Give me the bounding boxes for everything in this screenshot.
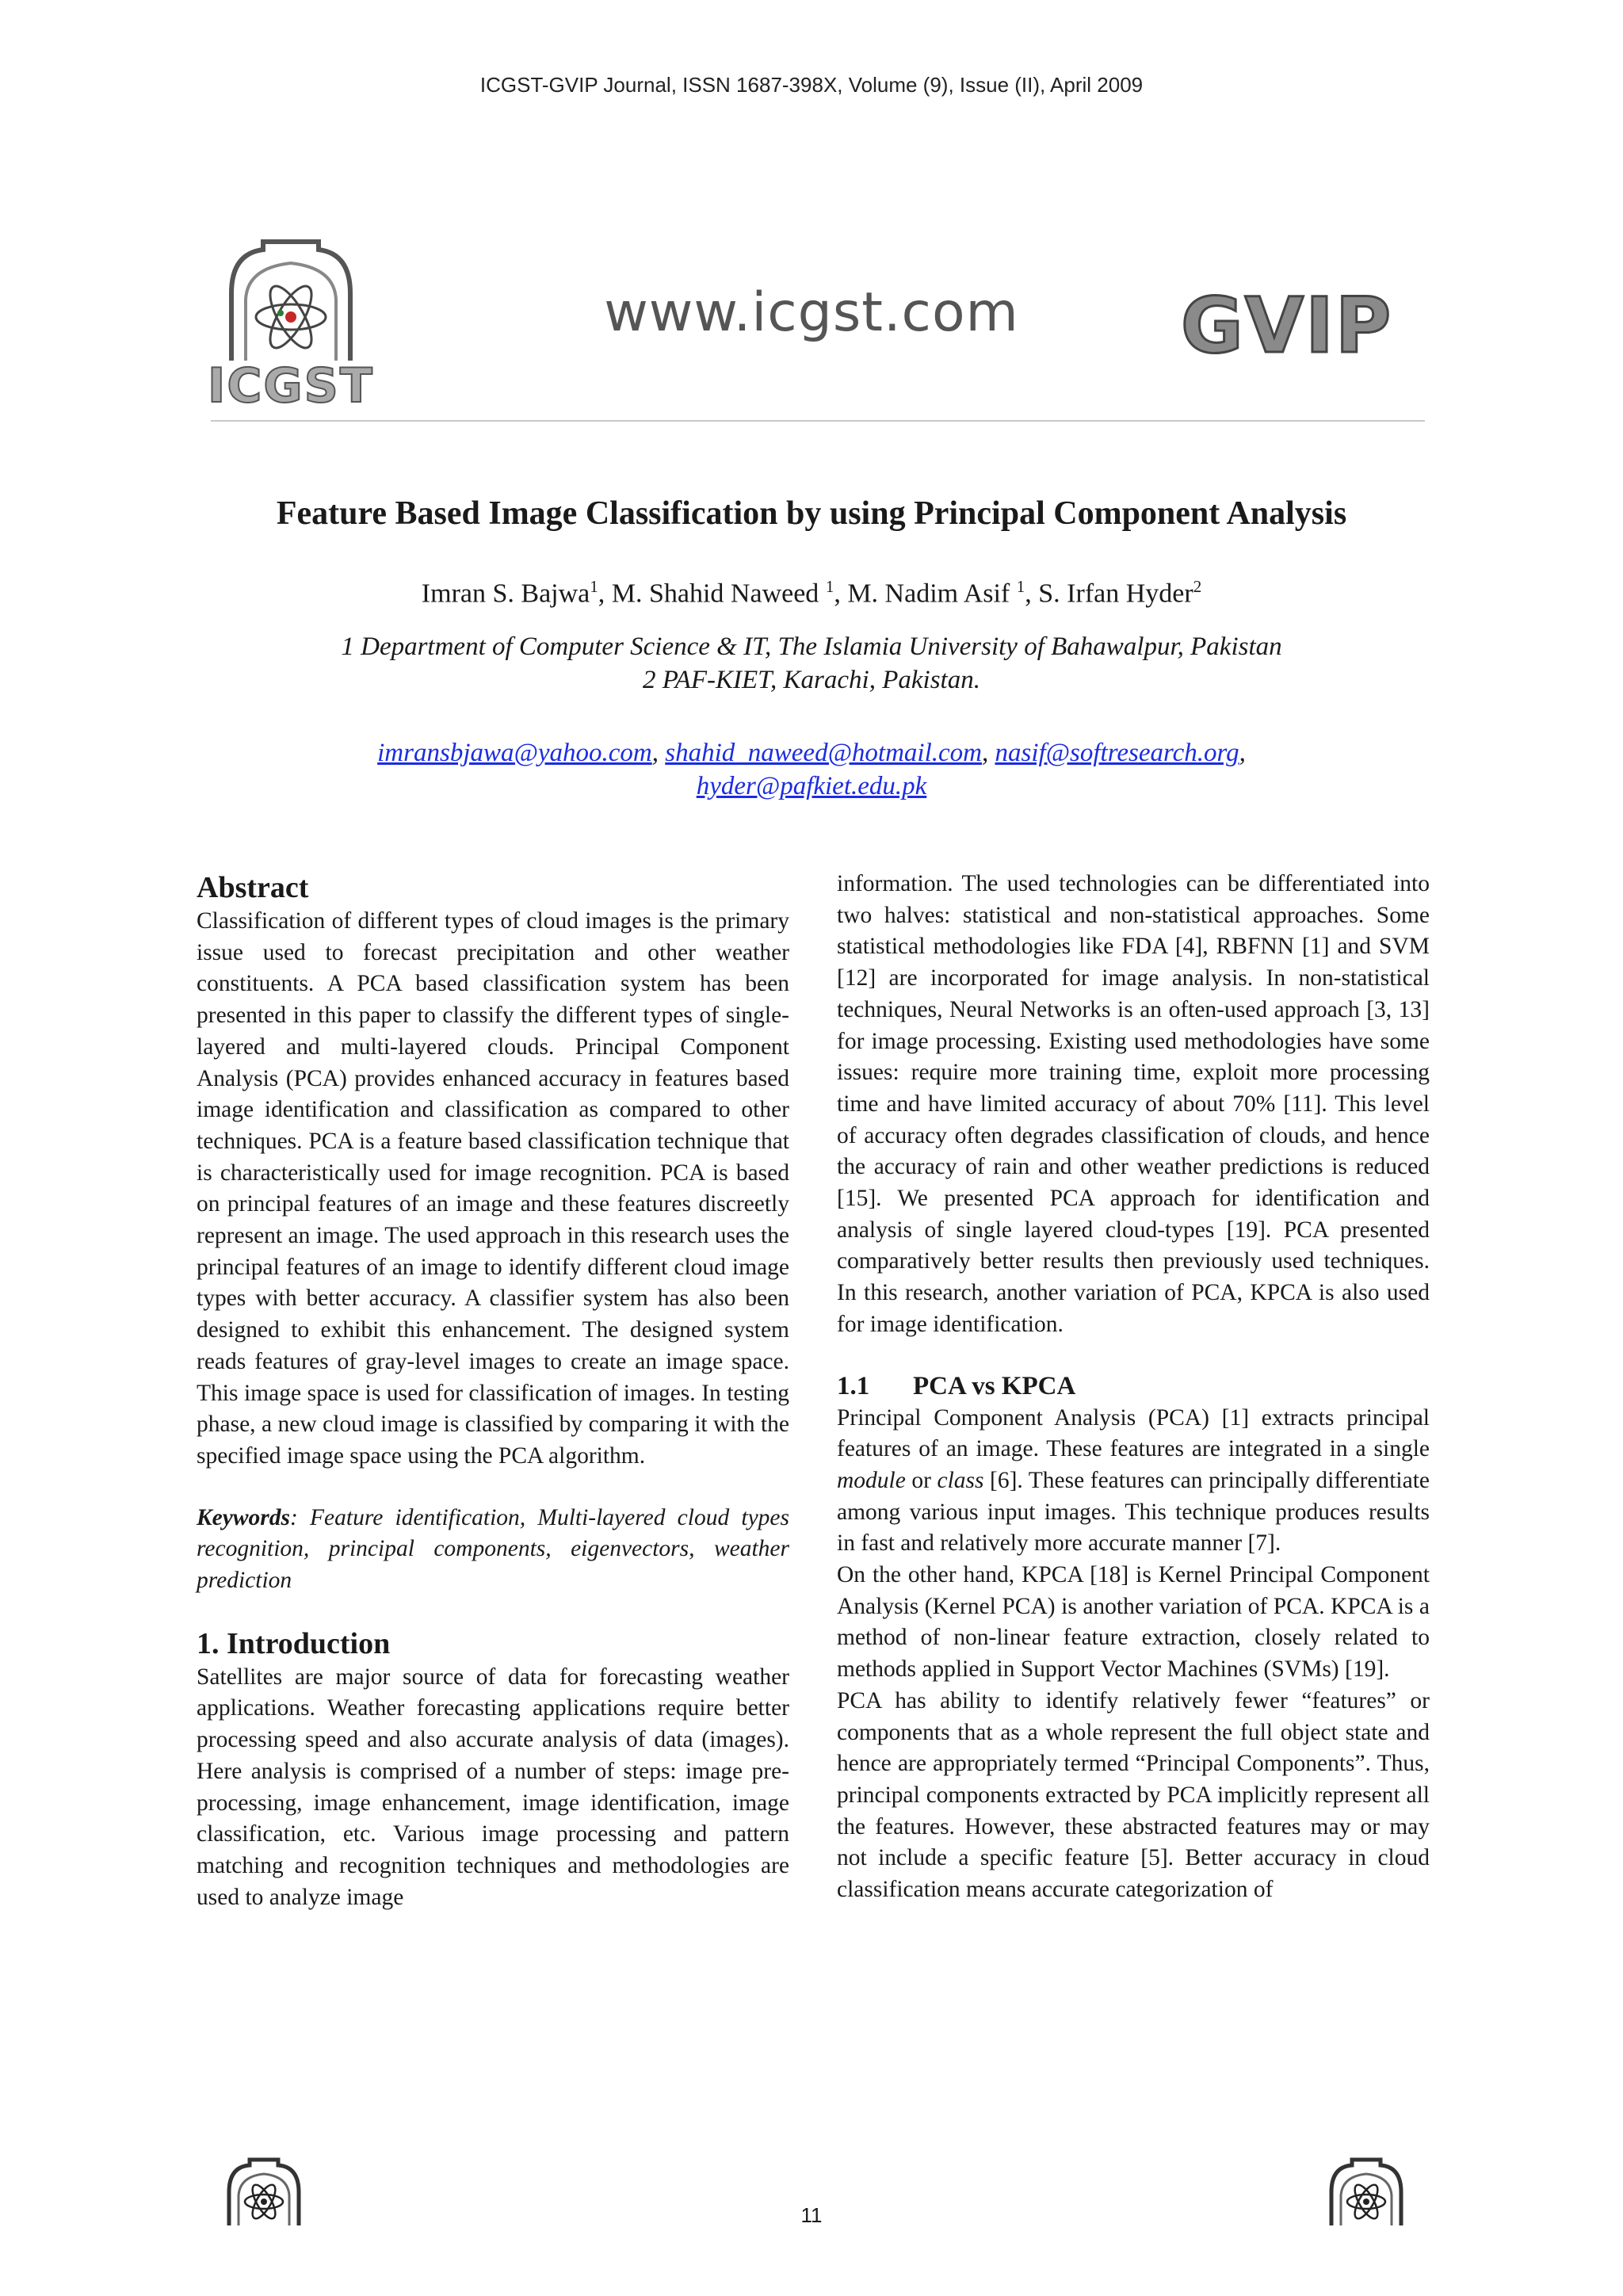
section-number: 1.1: [837, 1371, 870, 1400]
author-name: M. Shahid Naweed: [611, 579, 826, 609]
author-affil-mark: 1: [1016, 577, 1025, 596]
author-list: Imran S. Bajwa$^1$, M. Shahid Naweed $^1$, M. Nadim Asif $^1$, S. Irfan Hyder$^2$: [421, 577, 1202, 609]
email-list: imransbjawa@yahoo.com, shahid_naweed@hotmail.com, nasif@softresearch.org, hyder@pafkiet.edu.pk: [377, 739, 1246, 800]
author-affil-mark: 1: [825, 577, 834, 596]
affiliation-line: 2 PAF-KIET, Karachi, Pakistan.: [643, 666, 980, 694]
emphasis: module: [837, 1467, 906, 1493]
keywords-text: : Feature identification, Multi-layered cloud types recognition, principal components, eigenvectors, weather prediction: [197, 1504, 789, 1594]
abstract-text: Classification of different types of cloud images is the primary issue used to forecast precipitation and other weather constituents. A PCA based classification system has been presented in this paper to classify the different types of single-layered and multi-layered clouds. Principal Component Analysis (PCA) provides enhanced accuracy in features based image identification and classification as compared to other techniques. PCA is a feature based classification technique that is characteristically used for image recognition. PCA is based on principal features of an image and these features discreetly represent an image. The used approach in this research uses the principal features of an image to identify different cloud image types with better accuracy. A classifier system has also been designed to exhibit this enhancement. The designed system reads features of gray-level images to create an image space. This image space is used for classification of images. In testing phase, a new cloud image is classified by comparing it with the specified image space using the PCA algorithm.: [197, 908, 789, 1469]
keywords: [197, 1503, 789, 1597]
abstract-heading: Abstract: [197, 871, 309, 904]
email-link[interactable]: imransbjawa@yahoo.com: [377, 739, 652, 767]
left-column: [197, 869, 789, 1913]
affiliations: [0, 630, 1623, 697]
author-affil-mark: 2: [1193, 577, 1202, 596]
affiliation-line: 1 Department of Computer Science & IT, The Islamia University of Bahawalpur, Pakistan: [341, 632, 1282, 661]
paragraph-text: or: [905, 1467, 938, 1493]
page-number: 11: [800, 2203, 823, 2227]
running-header: ICGST-GVIP Journal, ISSN 1687-398X, Volume (9), Issue (II), April 2009: [479, 73, 1144, 97]
author-affil-mark: 1: [590, 577, 598, 596]
paragraph-text: [6]. These features can principally differentiate among various input images. This technique produces results in fast and relatively more accurate manner [7].: [837, 1467, 1430, 1557]
introduction-continued: information. The used technologies can be differentiated into two halves: statistical and non-statistical approaches. Some statistical methodologies like FDA [4], RBFNN [1] and SVM [12] are incorporated for image analysis. In non-statistical techniques, Neural Networks is an often-used approach [3, 13] for image processing. Existing used methodologies have some issues: require more training time, exploit more processing time and have limited accuracy of about 70% [11]. This level of accuracy often degrades classification of clouds, and hence the accuracy of rain and other weather predictions is reduced [15]. We presented PCA approach for identification and analysis of single layered cloud-types [19]. PCA presented comparatively better results then previously used techniques. In this research, another variation of PCA, KPCA is also used for image identification.: [837, 871, 1430, 1337]
introduction-text: Satellites are major source of data for forecasting weather applications. Weather forecasting applications require better processing speed and also accurate analysis of data (images). Here analysis is comprised of a number of steps: image pre-processing, image enhancement, image identification, image classification, etc. Various image processing and pattern matching and recognition techniques and methodologies are used to analyze image: [197, 1664, 789, 1910]
paper-title: Feature Based Image Classification by using Principal Component Analysis: [276, 495, 1347, 532]
section-heading: [837, 1370, 1430, 1403]
section-paragraph: [837, 1403, 1430, 1561]
keywords-label: Keywords: [197, 1504, 290, 1530]
email-link[interactable]: hyder@pafkiet.edu.pk: [696, 772, 927, 800]
footer-logo-icon: [1325, 2157, 1407, 2227]
author-name: M. Nadim Asif: [847, 579, 1017, 609]
icgst-wordmark: ICGST: [208, 358, 374, 414]
right-column: [837, 869, 1430, 1906]
paragraph-text: Principal Component Analysis (PCA) [1] extracts principal features of an image. These features are integrated in a single: [837, 1404, 1430, 1462]
section-paragraph: PCA has ability to identify relatively fewer “features” or components that as a whole represent the full object state and hence are appropriately termed “Principal Components”. Thus, principal components extracted by PCA implicitly represent all the features. However, these abstracted features may or may not include a specific feature [5]. Better accuracy in cloud classification means accurate categorization of: [837, 1687, 1430, 1903]
gvip-logo: GVIP: [1181, 281, 1393, 370]
author-name: S. Irfan Hyder: [1038, 579, 1193, 609]
section-title: PCA vs KPCA: [913, 1371, 1076, 1400]
header-divider: [211, 420, 1425, 422]
author-name: Imran S. Bajwa: [421, 579, 590, 609]
section-paragraph: On the other hand, KPCA [18] is Kernel Principal Component Analysis (Kernel PCA) is another variation of PCA. KPCA is a method of non-linear feature extraction, closely related to methods applied in Support Vector Machines (SVMs) [19].: [837, 1562, 1430, 1683]
emphasis: class: [937, 1467, 984, 1493]
email-link[interactable]: nasif@softresearch.org: [995, 739, 1239, 767]
site-url: www.icgst.com: [604, 281, 1019, 344]
email-link[interactable]: shahid_naweed@hotmail.com: [665, 739, 982, 767]
introduction-heading: 1. Introduction: [197, 1626, 391, 1660]
